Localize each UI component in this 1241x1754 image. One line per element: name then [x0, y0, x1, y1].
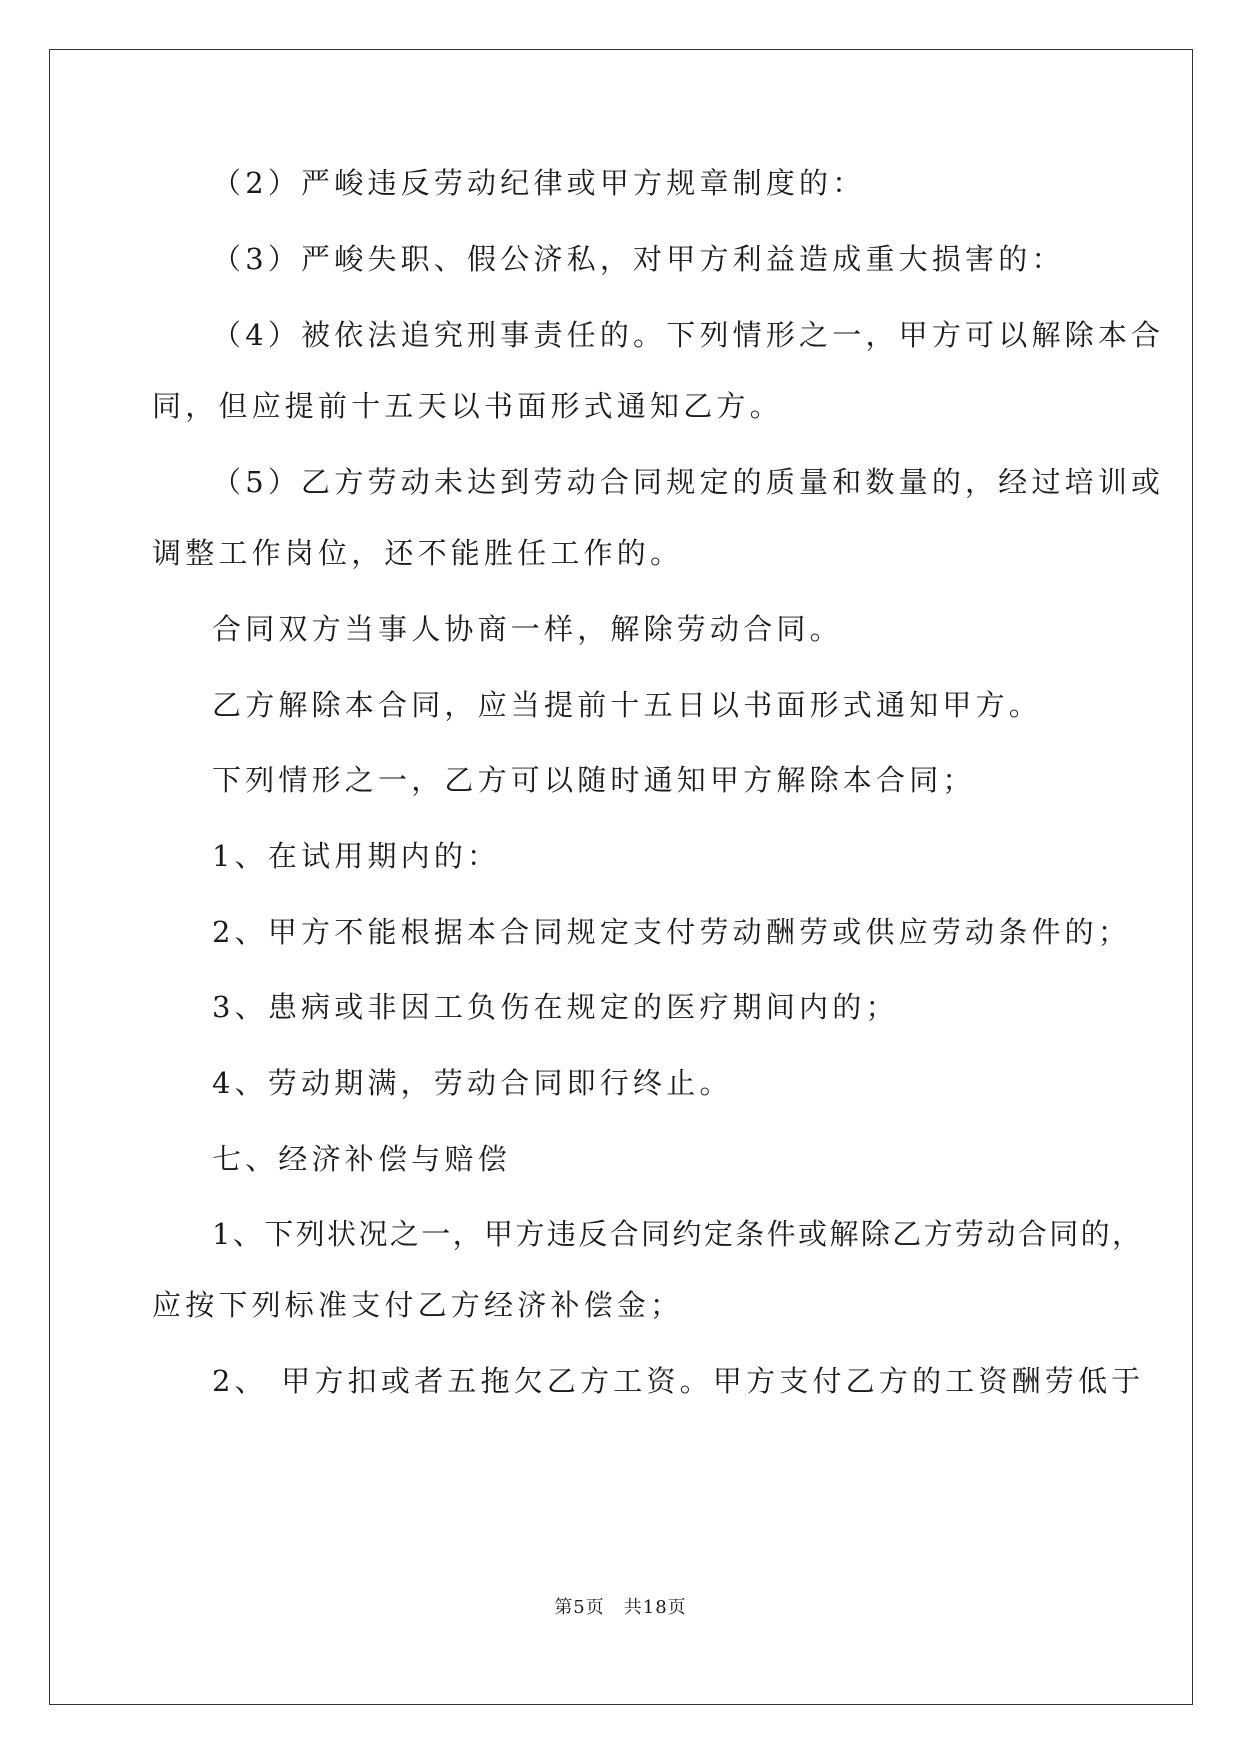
list-item: 4、劳动期满，劳动合同即行终止。: [212, 1066, 733, 1100]
paragraph-line: 同，但应提前十五天以书面形式通知乙方。: [152, 389, 783, 423]
paragraph-line: 下列情形之一，乙方可以随时通知甲方解除本合同；: [212, 763, 976, 797]
list-item: 2、 甲方扣或者五拖欠乙方工资。甲方支付乙方的工资酬劳低于: [212, 1364, 1145, 1398]
section-heading: 七、经济补偿与赔偿: [212, 1142, 511, 1176]
page-number: 第5页 共18页: [554, 1597, 687, 1618]
list-item: 3、患病或非因工负伤在规定的医疗期间内的；: [212, 990, 899, 1024]
paragraph-line: （2）严峻违反劳动纪律或甲方规章制度的：: [212, 166, 866, 200]
paragraph-line: 乙方解除本合同，应当提前十五日以书面形式通知甲方。: [212, 688, 1043, 722]
paragraph-line: （4）被依法追究刑事责任的。下列情形之一，甲方可以解除本合: [212, 318, 1165, 352]
list-item: 2、甲方不能根据本合同规定支付劳动酬劳或供应劳动条件的；: [212, 915, 1132, 949]
paragraph-line: （3）严峻失职、假公济私，对甲方利益造成重大损害的：: [212, 242, 1065, 276]
page-border: [49, 49, 1193, 1705]
paragraph-line: （5）乙方劳动未达到劳动合同规定的质量和数量的，经过培训或: [212, 465, 1165, 499]
paragraph-line: 合同双方当事人协商一样，解除劳动合同。: [212, 612, 843, 646]
paragraph-line: 应按下列标准支付乙方经济补偿金；: [152, 1288, 684, 1322]
paragraph-line: 调整工作岗位，还不能胜任工作的。: [152, 536, 684, 570]
list-item: 1、下列状况之一，甲方违反合同约定条件或解除乙方劳动合同的，: [212, 1217, 1144, 1251]
list-item: 1、在试用期内的：: [212, 839, 501, 873]
